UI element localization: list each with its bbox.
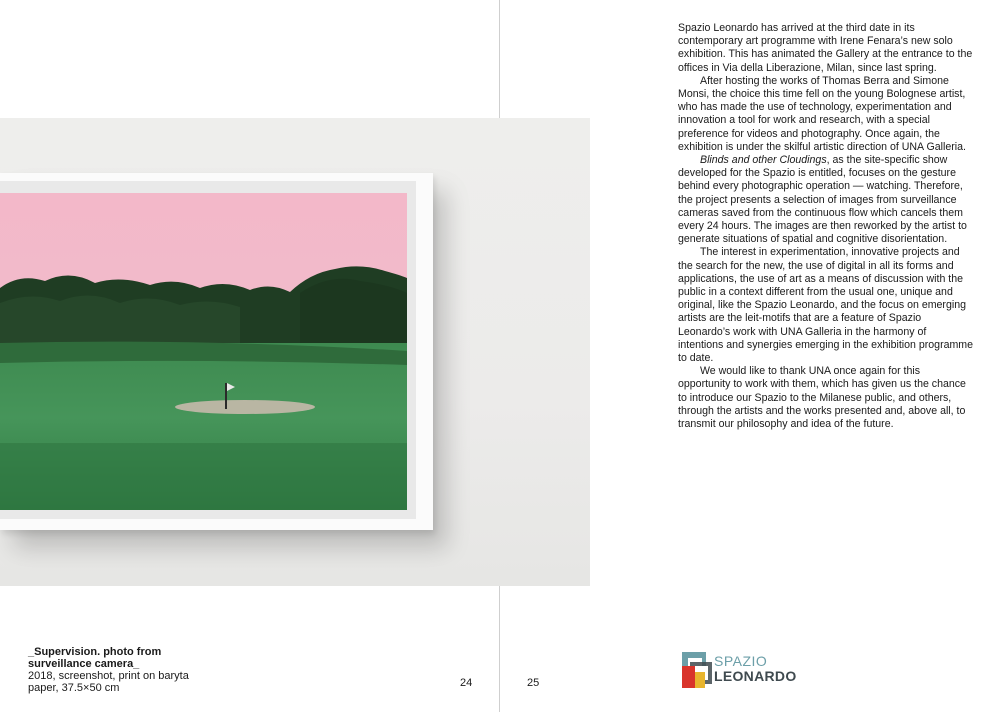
page-number-left: 24: [460, 677, 473, 689]
artwork-photo: [0, 193, 407, 510]
page-number-right: 25: [527, 677, 540, 689]
caption-meta-line2: paper, 37.5×50 cm: [28, 682, 120, 694]
logo-word-spazio: SPAZIO: [714, 653, 768, 669]
body-text-column: [678, 22, 974, 431]
caption-meta-line1: 2018, screenshot, print on baryta: [28, 670, 189, 682]
caption-title-line1: _Supervision. photo from: [28, 646, 162, 658]
golf-course-image: [0, 193, 407, 510]
image-caption: [28, 646, 228, 694]
spazio-leonardo-logo: [682, 652, 812, 692]
caption-title-line2: surveillance camera_: [28, 658, 140, 670]
paragraph-3-text: , as the site-specific show developed for the Spazio is entitled, focuses on the gesture behind every photographic operation — watching. Therefore, the project presents a selection of images from surveillance cameras saved from the continuous flow which cancels them every 24 hours. The images are then reworked by the artist to generate situations of spatial and cognitive disorientation.: [678, 154, 967, 246]
paragraph-3: [678, 154, 974, 246]
paragraph-5: We would like to thank UNA once again for this opportunity to work with them, which has given us the chance to introduce our Spazio to the Milanese public, and others, through the artists and the works presented and, above all, to transmit our philosophy and idea of the future.: [678, 365, 966, 431]
logo-mark-icon: [682, 652, 718, 688]
logo-word-leonardo: LEONARDO: [714, 668, 797, 684]
exhibition-title: Blinds and other Cloudings: [700, 154, 827, 167]
paragraph-4: The interest in experimentation, innovative projects and the search for the new, the use of digital in all its forms and applications, the use of art as a means of discussion with the public in a context different from the usual one, unique and original, like the Spazio Leonardo, and the focus on emerging artists are the leit-motifs that are a feature of Spazio Leonardo’s work with UNA Galleria in the harmony of intentions and synergies emerging in the exhibition programme to date.: [678, 246, 974, 365]
paragraph-1: Spazio Leonardo has arrived at the third date in its contemporary art programme with Irene Fenara’s new solo exhibition. This has animated the Gallery at the entrance to the offices in Via della Liberazione, Milan, since last spring.: [678, 22, 973, 74]
paragraph-2: After hosting the works of Thomas Berra and Simone Monsi, the choice this time fell on the young Bolognese artist, who has made the use of technology, experimentation and innovation a tool for work and research, with a special preference for videos and photography. Once again, the exhibition is under the skilful artistic direction of UNA Galleria.: [678, 74, 966, 153]
